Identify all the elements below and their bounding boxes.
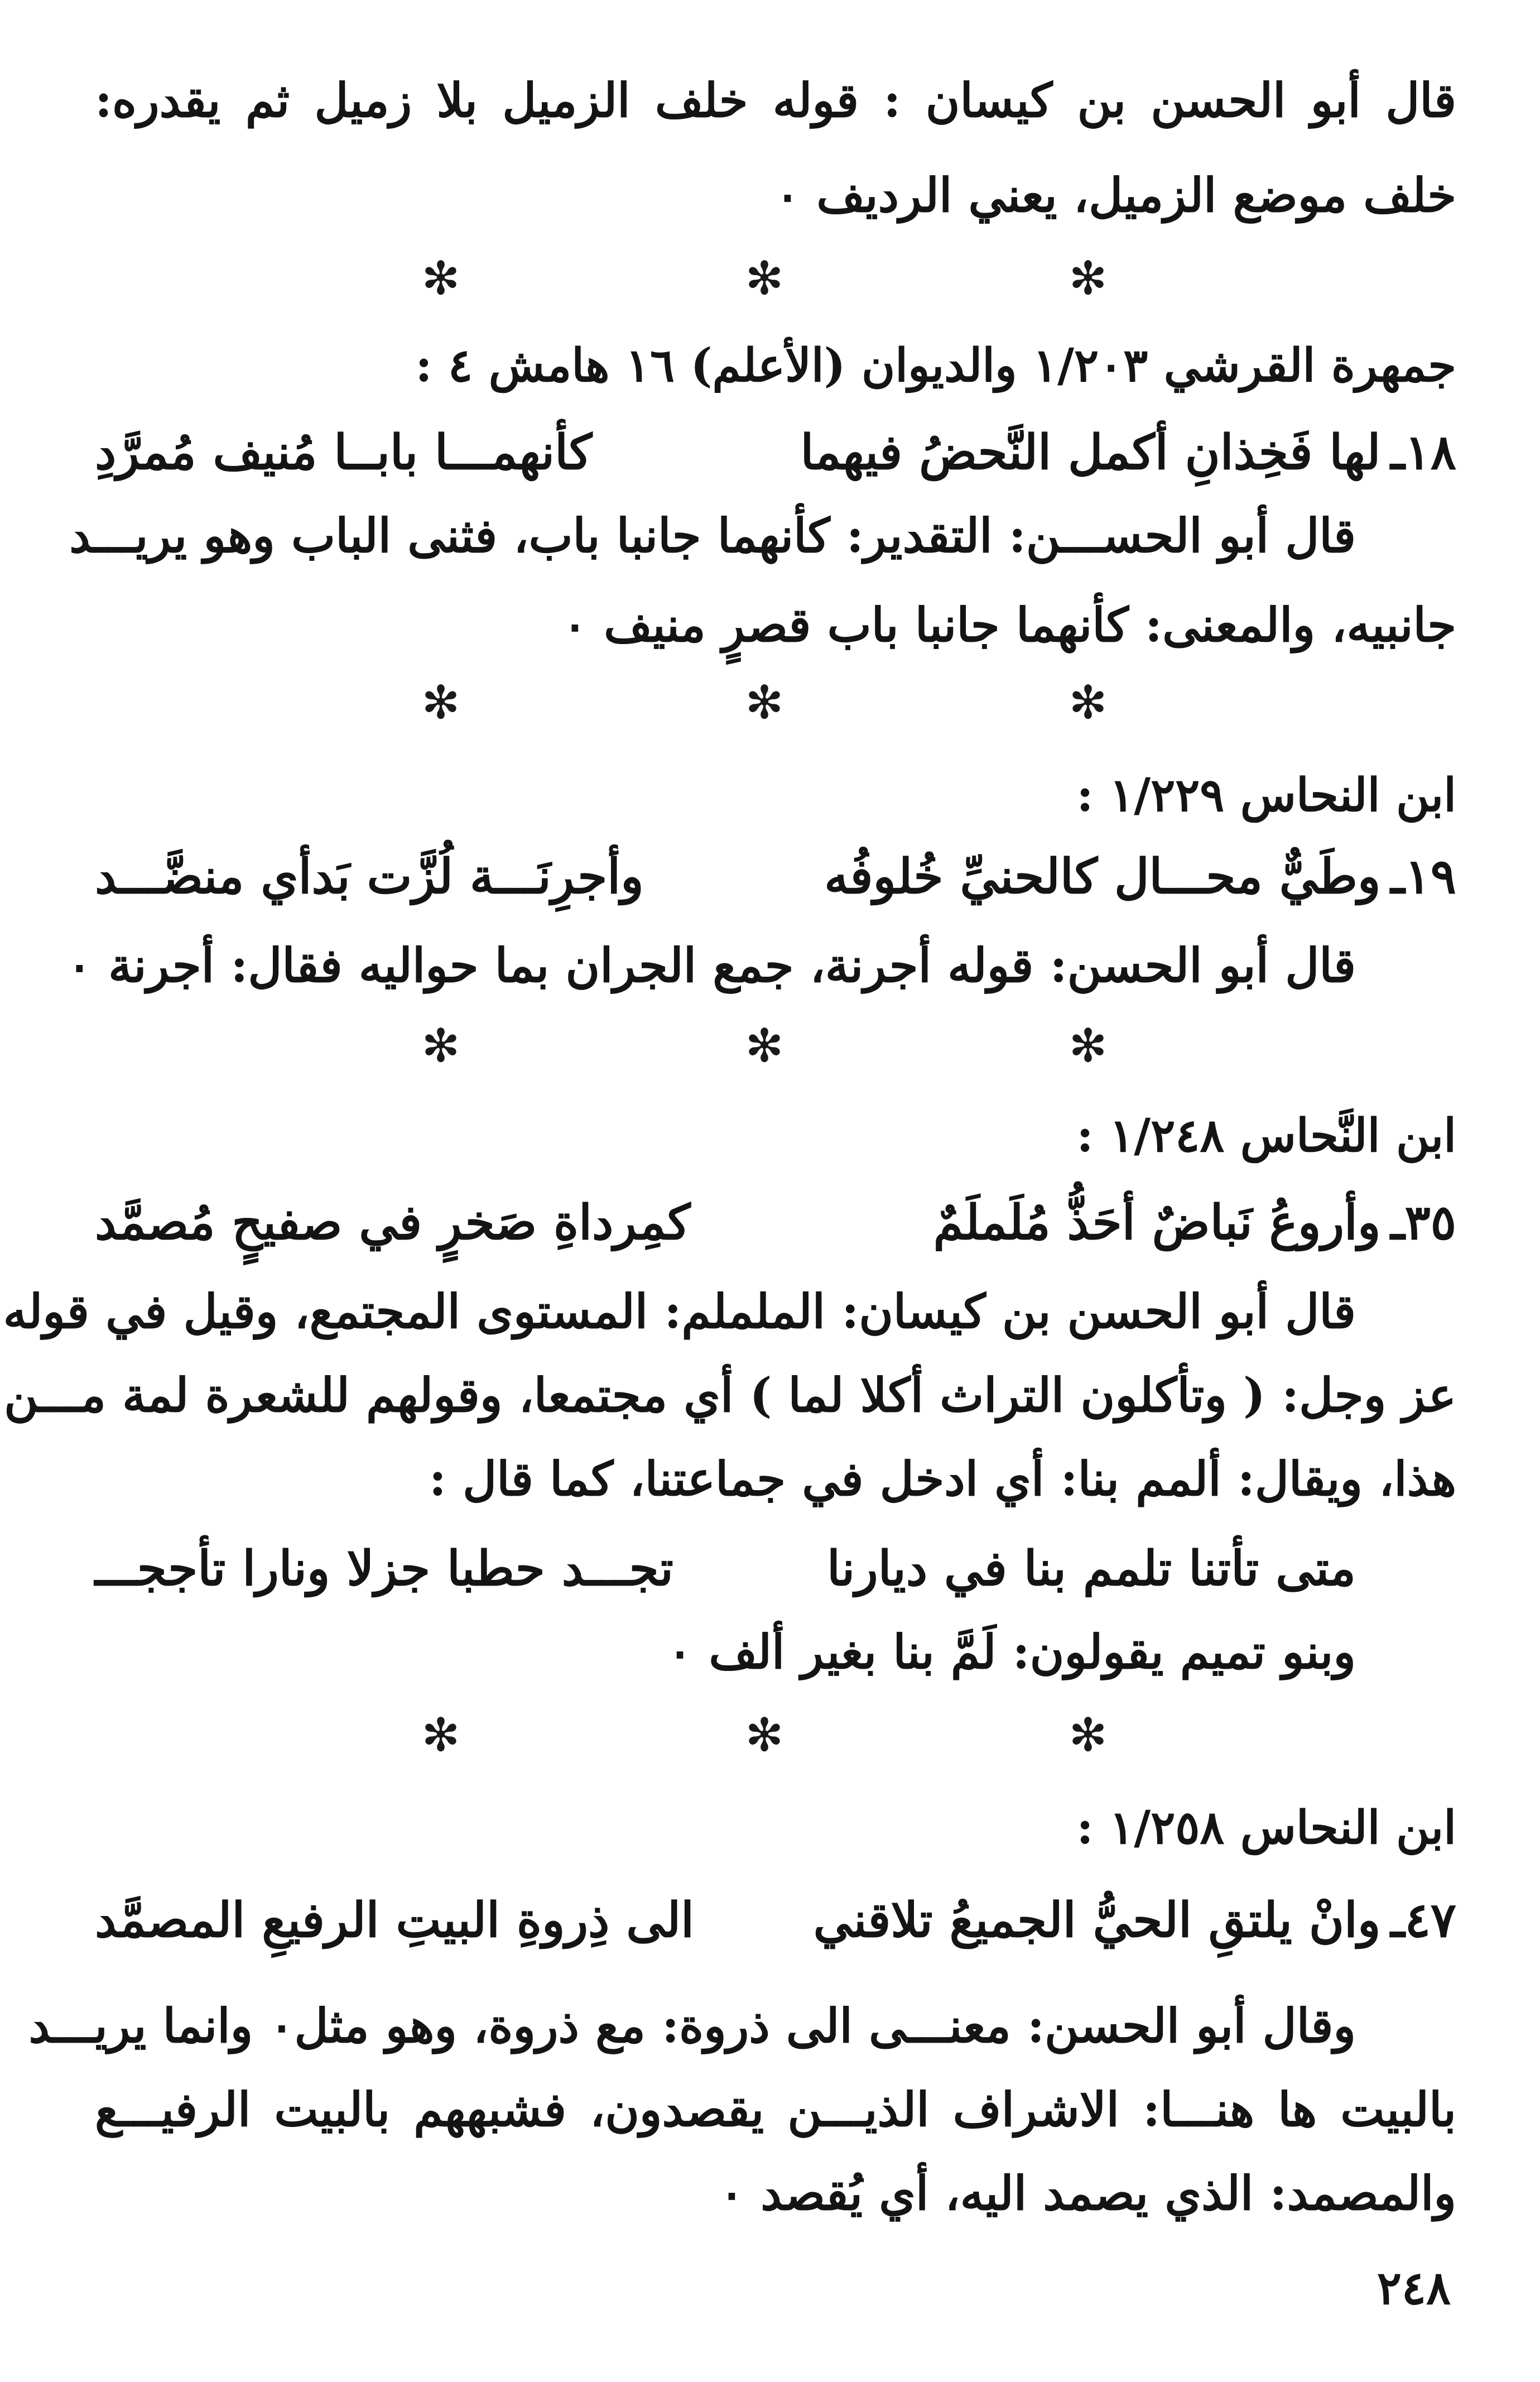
- verse-number: ١٨ـ: [1390, 424, 1456, 481]
- source-reference: ابن النحاس ١/٢٢٩ :: [1076, 769, 1456, 822]
- poem-verse: [95, 413, 1456, 491]
- section-divider: [0, 1708, 1540, 1764]
- section-divider: [0, 1019, 1540, 1074]
- source-reference: ابن النحاس ١/٢٥٨ :: [1076, 1801, 1456, 1855]
- commentary-line: وبنو تميم يقولون: لَمَّ بنا بغير ألف ٠: [667, 1624, 1356, 1679]
- verse-hemistich-second: تجـــد حطبا جزلا ونارا تأججـــ: [95, 1540, 673, 1597]
- commentary-line: والمصمد: الذي يصمد اليه، أي يُقصد ٠: [719, 2165, 1456, 2221]
- commentary-line: عز وجل: ( وتأكلون التراث أكلا لما ) أي مجتمعا، وقولهم للشعرة لمة مـــن: [4, 1367, 1456, 1423]
- asterisk-ornament-icon: ✻: [1069, 1020, 1108, 1073]
- asterisk-ornament-icon: ✻: [421, 1020, 460, 1073]
- poem-verse: [95, 837, 1456, 915]
- source-reference: ابن النَّحاس ١/٢٤٨ :: [1076, 1109, 1456, 1163]
- asterisk-ornament-icon: ✻: [745, 676, 784, 729]
- verse-hemistich-first: متى تأتنا تلمم بنا في ديارنا: [827, 1540, 1356, 1597]
- asterisk-ornament-icon: ✻: [421, 676, 460, 729]
- verse-hemistich-second: كمِرداةِ صَخرٍ في صفيحٍ مُصمَّد: [95, 1194, 691, 1251]
- commentary-line: بالبيت ها هنـــا: الاشراف الذيـــن يقصدون، فشبههم بالبيت الرفيـــع: [95, 2082, 1456, 2137]
- verse-hemistich-first: وطَيٌّ محـــال كالحنيِّ خُلوفُه: [824, 848, 1381, 905]
- asterisk-ornament-icon: ✻: [745, 252, 784, 305]
- verse-number: ٤٧ـ: [1390, 1891, 1456, 1948]
- commentary-line: قال أبو الحسن بن كيسان: الململم: المستوى المجتمع، وقيل في قوله: [3, 1284, 1356, 1339]
- commentary-line: وقال أبو الحسن: معنـــى الى ذروة: مع ذروة، وهو مثل٠ وانما يريـــد: [28, 1998, 1356, 2053]
- verse-number: ١٩ـ: [1390, 848, 1456, 905]
- commentary-line: جانبيه، والمعنى: كأنهما جانبا باب قصرٍ منيف ٠: [562, 597, 1456, 652]
- verse-hemistich-second: وأجرِنَـــة لُزَّت بَدأي منضَّـــد: [95, 848, 644, 905]
- section-divider: [0, 675, 1540, 731]
- commentary-line: قال أبو الحسن: قوله أجرنة، جمع الجران بما حواليه فقال: أجرنة ٠: [66, 938, 1356, 993]
- poem-verse: [95, 1183, 1456, 1261]
- asterisk-ornament-icon: ✻: [421, 252, 460, 305]
- quoted-verse: [95, 1529, 1356, 1607]
- commentary-line: خلف موضع الزميل، يعني الرديف ٠: [774, 167, 1456, 223]
- section-divider: [0, 251, 1540, 307]
- commentary-line: هذا، ويقال: ألمم بنا: أي ادخل في جماعتنا، كما قال :: [429, 1451, 1456, 1506]
- commentary-line: قال أبو الحســـن: التقدير: كأنهما جانبا باب، فثنى الباب وهو يريـــد: [69, 508, 1356, 563]
- asterisk-ornament-icon: ✻: [1069, 1709, 1108, 1762]
- asterisk-ornament-icon: ✻: [421, 1709, 460, 1762]
- poem-verse: [95, 1881, 1456, 1959]
- page-number: ٢٤٨: [1377, 2261, 1451, 2315]
- source-reference: جمهرة القرشي ١/٢٠٣ والديوان (الأعلم) ١٦ هامش ٤ :: [415, 339, 1456, 392]
- asterisk-ornament-icon: ✻: [1069, 252, 1108, 305]
- verse-number: ٣٥ـ: [1390, 1194, 1456, 1251]
- verse-hemistich-first: لها فَخِذانِ أكمل النَّحضُ فيهما: [800, 424, 1381, 481]
- asterisk-ornament-icon: ✻: [745, 1709, 784, 1762]
- verse-hemistich-second: كأنهمـــا بابــا مُنيف مُمرَّدِ: [95, 424, 593, 481]
- verse-hemistich-first: وانْ يلتقِ الحيُّ الجميعُ تلاقني: [813, 1891, 1381, 1948]
- asterisk-ornament-icon: ✻: [745, 1020, 784, 1073]
- commentary-line: قال أبو الحسن بن كيسان : قوله خلف الزميل بلا زميل ثم يقدره:: [95, 73, 1456, 128]
- asterisk-ornament-icon: ✻: [1069, 676, 1108, 729]
- verse-hemistich-second: الى ذِروةِ البيتِ الرفيعِ المصمَّد: [95, 1891, 695, 1948]
- verse-hemistich-first: وأروعُ نَباضٌ أحَذُّ مُلَملَمٌ: [933, 1194, 1381, 1251]
